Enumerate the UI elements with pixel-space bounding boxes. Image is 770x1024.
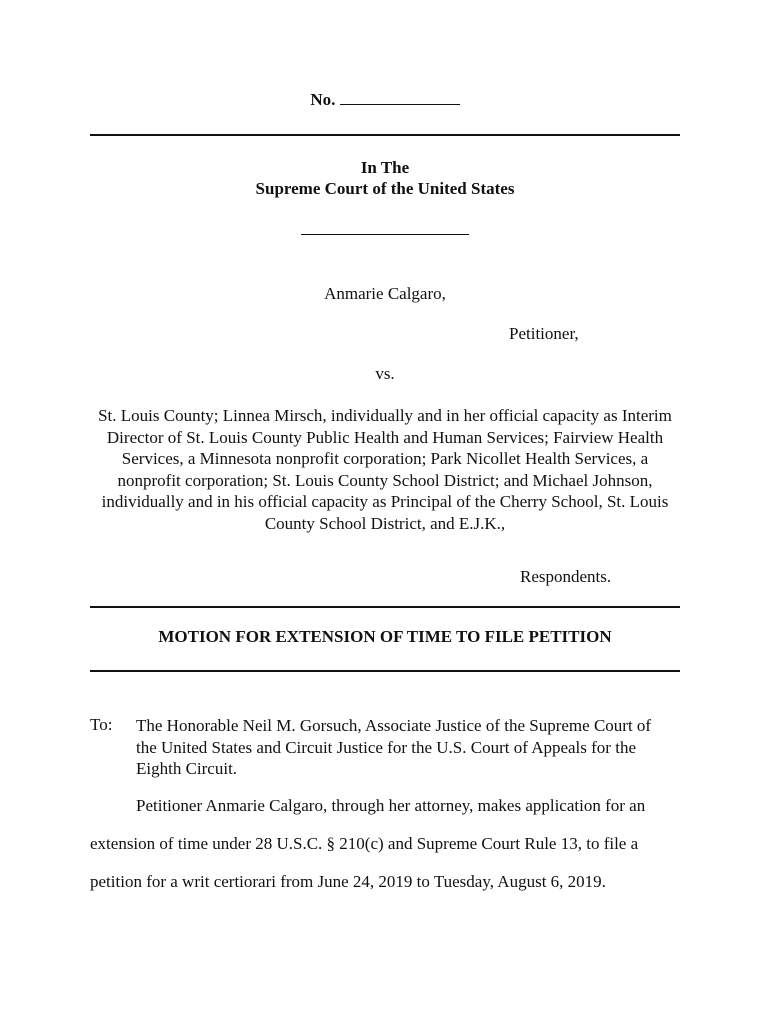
court-line-1: In The	[360, 158, 410, 177]
addressee-line: The Honorable Neil M. Gorsuch, Associate Justice of the Supreme Court of	[136, 716, 652, 735]
docket-blank	[340, 104, 460, 105]
petitioner-name: Anmarie Calgaro,	[324, 284, 446, 303]
addressee-line: Eighth Circuit.	[136, 759, 238, 778]
respondents-line: Services, a Minnesota nonprofit corporation; Park Nicollet Health Services, a	[121, 449, 649, 468]
respondents-line: individually and in his official capacity as Principal of the Cherry School, St. Louis	[101, 492, 669, 511]
motion-bottom-divider	[90, 670, 680, 672]
respondents-list	[90, 405, 680, 534]
docket-label: No.	[310, 90, 336, 109]
respondents-line: Director of St. Louis County Public Health and Human Services; Fairview Health	[106, 427, 664, 447]
motion-title: MOTION FOR EXTENSION OF TIME TO FILE PETITION	[158, 627, 612, 646]
addressee-line: the United States and Circuit Justice for the U.S. Court of Appeals for the	[136, 737, 636, 757]
motion-top-divider	[90, 606, 680, 608]
versus-label: vs.	[375, 364, 395, 383]
respondents-line: St. Louis County; Linnea Mirsch, individually and in her official capacity as Interim	[98, 406, 672, 425]
respondents-role: Respondents.	[520, 567, 612, 586]
to-label: To:	[90, 715, 113, 734]
court-underline	[301, 234, 469, 235]
body-paragraph: Petitioner Anmarie Calgaro, through her attorney, makes application for an extension of time under 28 U.S.C. § 210(c) and Supreme Court Rule 13, to file a petition for a writ certiorari from June 24, 2019 to Tuesday, August 6, 2019.	[90, 796, 646, 891]
top-divider	[90, 134, 680, 136]
petitioner-role: Petitioner,	[509, 324, 579, 343]
respondents-line: County School District, and E.J.K.,	[264, 513, 506, 533]
docket-number	[0, 90, 770, 110]
respondents-line: nonprofit corporation; St. Louis County School District; and Michael Johnson,	[117, 470, 653, 490]
addressee-block	[136, 715, 691, 780]
court-name: Supreme Court of the United States	[255, 179, 515, 198]
